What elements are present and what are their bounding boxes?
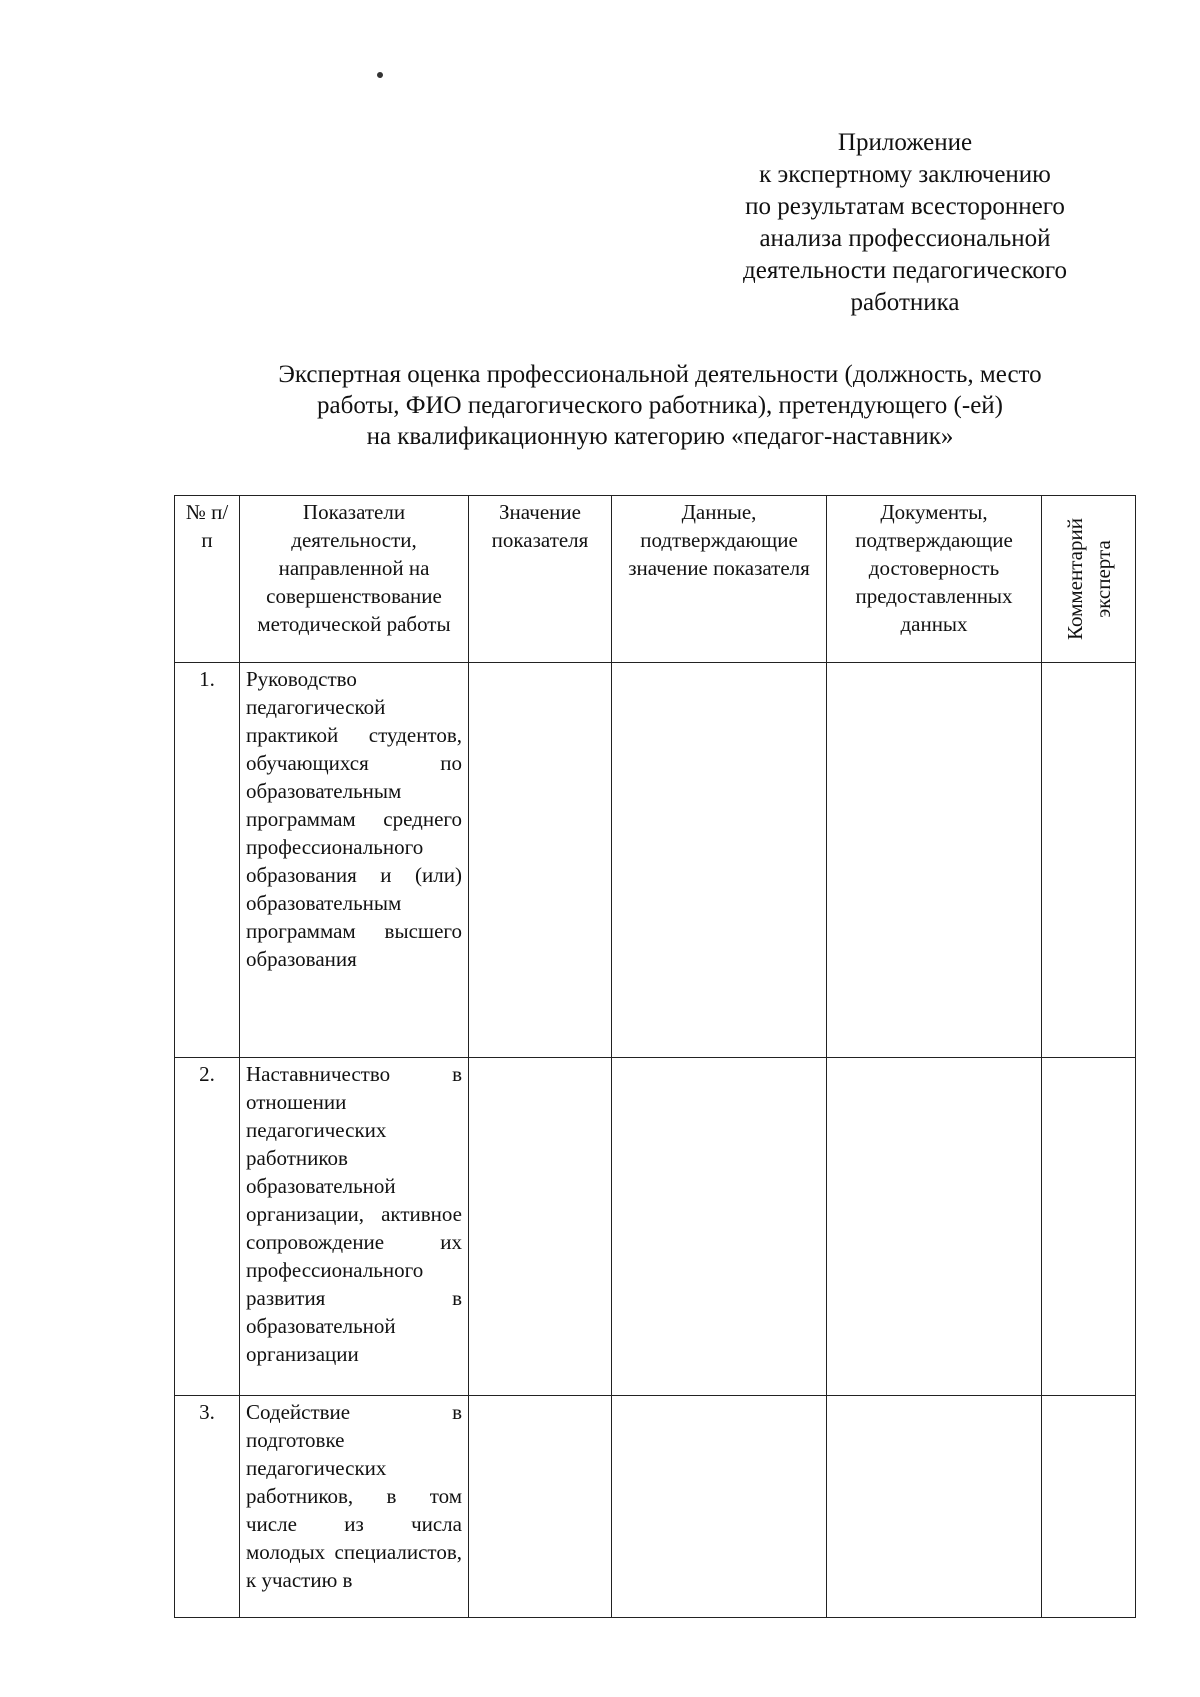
row-indicator: Наставничество в отношении педагогических работников образовательной организации, активное сопровождение их профессионального развития в образовательной организации (240, 1058, 469, 1396)
comment-cell (1042, 1058, 1136, 1396)
header-data: Данные, подтверждающие значение показателя (612, 496, 827, 663)
annex-block (700, 127, 1110, 319)
heading-line: работы, ФИО педагогического работника), претендующего (-ей) (317, 392, 1003, 419)
annex-line: Приложение (837, 129, 973, 156)
row-number: 3. (175, 1396, 240, 1618)
data-cell (612, 1396, 827, 1618)
annex-line: к экспертному заключению (759, 161, 1051, 188)
heading-line: на квалификационную категорию «педагог-наставник» (366, 423, 954, 450)
header-comment: Комментарий эксперта (1062, 518, 1115, 640)
comment-cell (1042, 663, 1136, 1058)
documents-cell (827, 663, 1042, 1058)
table-header-row (175, 496, 1136, 663)
document-heading (170, 359, 1150, 452)
row-number: 1. (175, 663, 240, 1058)
header-value: Значение показателя (469, 496, 612, 663)
row-indicator: Содействие в подготовке педагогических работников, в том числе из числа молодых специалистов, к участию в (240, 1396, 469, 1618)
value-cell (469, 1396, 612, 1618)
documents-cell (827, 1396, 1042, 1618)
table-row (175, 663, 1136, 1058)
row-number: 2. (175, 1058, 240, 1396)
comment-cell (1042, 1396, 1136, 1618)
header-indicators: Показатели деятельности, направленной на совершенствование методической работы (240, 496, 469, 663)
value-cell (469, 663, 612, 1058)
table-row (175, 1058, 1136, 1396)
evaluation-table (174, 495, 1136, 1618)
data-cell (612, 663, 827, 1058)
annex-line: анализа профессиональной (759, 225, 1051, 252)
annex-line: по результатам всестороннего (745, 193, 1065, 220)
annex-line: деятельности педагогического (743, 257, 1067, 284)
header-documents: Документы, подтверждающие достоверность предоставленных данных (827, 496, 1042, 663)
header-number: № п/ п (175, 496, 240, 663)
data-cell (612, 1058, 827, 1396)
table-row (175, 1396, 1136, 1618)
row-indicator: Руководство педагогической практикой студентов, обучающихся по образовательным программам среднего профессионального образования и (или) образовательным программам высшего образования (240, 663, 469, 1058)
annex-line: работника (850, 289, 960, 316)
header-comment-cell (1042, 496, 1136, 663)
documents-cell (827, 1058, 1042, 1396)
value-cell (469, 1058, 612, 1396)
scan-speck (377, 72, 383, 78)
heading-line: Экспертная оценка профессиональной деятельности (должность, место (278, 361, 1042, 388)
